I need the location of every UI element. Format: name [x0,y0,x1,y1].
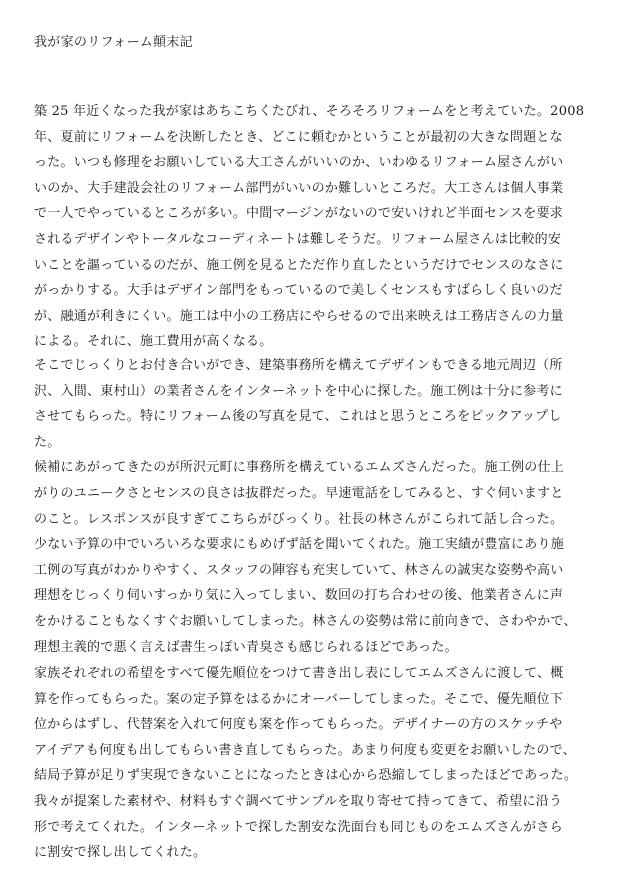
paragraph-line: されるデザインやトータルなコーディネートは難しそうだ。リフォーム屋さんは比較的安 [34,231,562,247]
paragraph-line: に割安で探し出してくれた。 [34,845,207,861]
paragraph-line: 理想をじっくり伺いすっかり気に入ってしまい、数回の打ち合わせの後、他業者さんに声 [34,588,564,604]
paragraph-line: 家族それぞれの希望をすべて優先順位をつけて書き出し表にしてエムズさんに渡して、概 [34,666,564,681]
paragraph-line: アイデアも何度も出してもらい書き直してもらった。あまり何度も変更をお願いしたので、 [34,742,576,758]
paragraph-line: 候補にあがってきたのが所沢元町に事務所を構えているエムズさんだった。施工例の仕上 [34,460,565,476]
paragraph-line: 位からはずし、代替案を入れて何度も案を作ってもらった。デザイナーの方のスケッチや [34,717,563,733]
document-title: 我が家のリフォーム顛末記 [34,35,193,50]
paragraph-line: をかけることもなくすぐお願いしてしまった。林さんの姿勢は常に前向きで、さわやかで、 [34,613,577,629]
paragraph-line: がっかりする。大手はデザイン部門をもっているので美しくセンスもすばらしく良いのだ [34,283,563,299]
paragraph-line: 理想主義的で悪く言えば書生っぽい青臭さも感じられるほどであった。 [34,639,458,655]
paragraph-line: た。 [34,434,61,450]
paragraph-line: った。いつも修理をお願いしている大工さんがいいのか、いわゆるリフォーム屋さんがい [34,155,564,171]
paragraph-line: のこと。レスポンスが良すぎてこちらがびっくり。社長の林さんがこられて話し合った。 [34,511,564,527]
paragraph-line: が、融通が利きにくい。施工は中小の工務店にやらせるので出来映えは工務店さんの力量 [34,308,564,324]
paragraph-line: 工例の写真がわかりやすく、スタッフの陣容も充実していて、林さんの誠実な姿勢や高い [34,562,564,578]
paragraph-line: 年、夏前にリフォームを決断したとき、どこに頼むかということが最初の大きな問題とな [34,129,563,145]
paragraph-1 [34,99,596,355]
paragraph-line: 結局予算が足りず実現できないことになったときは心から恐縮してしまったほどであった。 [34,768,578,784]
paragraph-2 [34,353,596,660]
paragraph-line: 沢、入間、東村山）の業者さんをインターネットを中心に探した。施工例は十分に参考に [34,383,563,399]
paragraph-line: で一人でやっているところが多い。中間マージンがないので安いけれど半面センスを要求 [34,206,564,222]
paragraph-line: いことを謳っているのだが、施工例を見るとただ作り直したというだけでセンスのなさに [34,257,564,273]
paragraph-line: 少ない予算の中でいろいろな要求にもめげず話を聞いてくれた。施工実績が豊富にあり施 [34,537,565,553]
paragraph-line: させてもらった。特にリフォーム後の写真を見て、これはと思うところをピックアップし [34,409,562,425]
paragraph-line: 我々が提案した素材や、材料もすぐ調べてサンプルを取り寄せて持ってきて、希望に沿う [34,793,563,809]
paragraph-3 [34,661,596,866]
paragraph-line: そこでじっくりとお付き合いができ、建築事務所を構えてデザインもできる地元周辺（所 [34,358,563,373]
paragraph-line: いのか、大手建設会社のリフォーム部門がいいのか難しいところだ。大工さんは個人事業 [34,180,564,196]
paragraph-line: 形で考えてくれた。インターネットで探した割安な洗面台も同じものをエムズさんがさら [34,819,563,835]
paragraph-line: 算を作ってもらった。案の定予算をはるかにオーバーしてしまった。そこで、優先順位下 [34,691,564,707]
paragraph-line: による。それに、施工費用が高くなる。 [34,334,273,350]
paragraph-line: 築 25 年近くなった我が家はあちこちくたびれ、そろそろリフォームをと考えていた。2008 [34,104,585,119]
paragraph-line: がりのユニークさとセンスの良さは抜群だった。早速電話をしてみると、すぐ伺いますと [34,485,564,501]
